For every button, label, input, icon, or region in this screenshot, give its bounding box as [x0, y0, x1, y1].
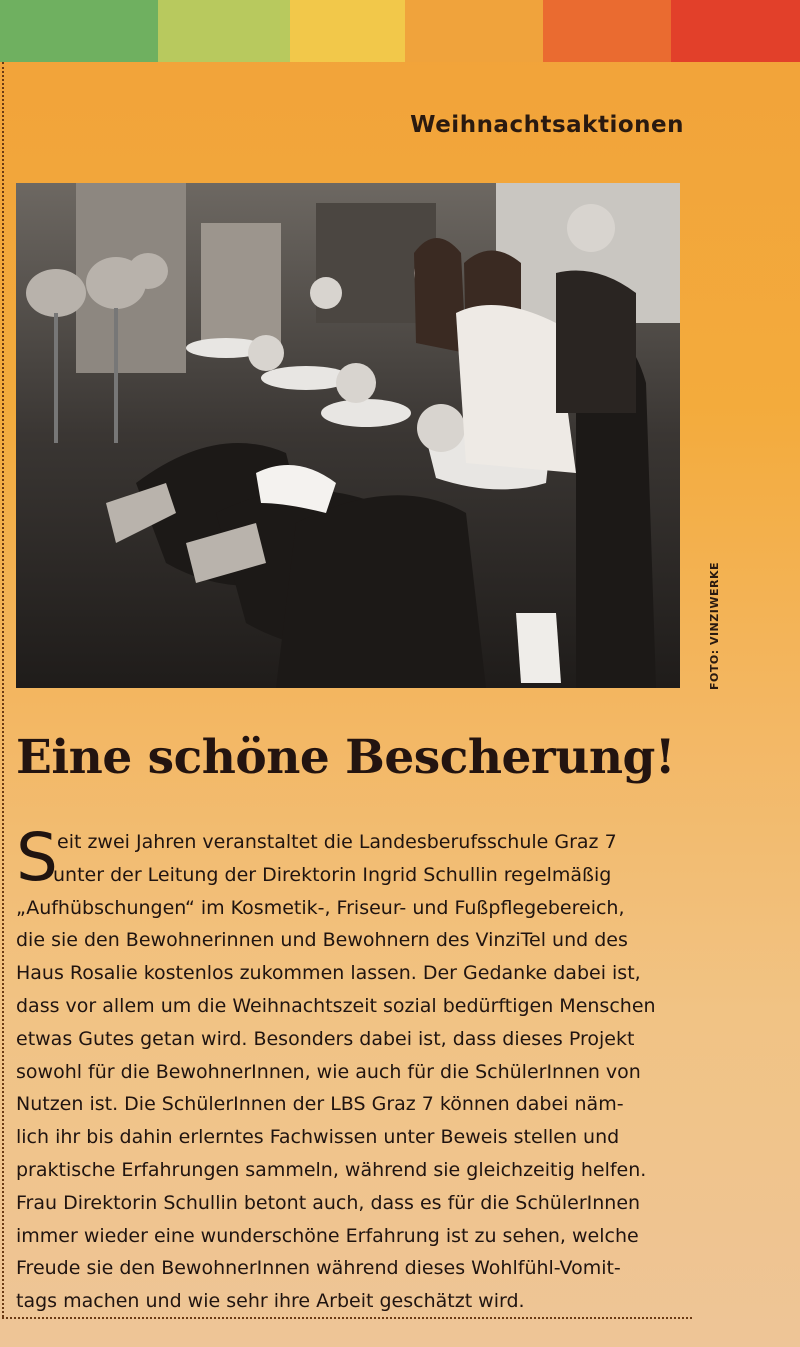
body-line: Frau Direktorin Schullin betont auch, dass es für die SchülerInnen [16, 1191, 641, 1214]
color-tab [290, 0, 405, 62]
color-tab [405, 0, 543, 62]
color-tab [671, 0, 800, 62]
color-tab [543, 0, 671, 62]
body-line: dass vor allem um die Weihnachtszeit sozial bedürftigen Menschen [16, 994, 656, 1017]
photo-credit: FOTO: VINZIWERKE [708, 562, 721, 690]
body-line: praktische Erfahrungen sammeln, während sie gleichzeitig helfen. [16, 1158, 647, 1181]
body-line: Haus Rosalie kostenlos zukommen lassen. Der Gedanke dabei ist, [16, 962, 641, 985]
body-line: Nutzen ist. Die SchülerInnen der LBS Graz 7 können dabei näm- [16, 1093, 624, 1116]
body-line: sowohl für die BewohnerInnen, wie auch für die SchülerInnen von [16, 1060, 641, 1083]
article-headline: Eine schöne Bescherung! [16, 730, 676, 785]
body-line: immer wieder eine wunderschöne Erfahrung ist zu sehen, welche [16, 1224, 639, 1247]
article-photo [16, 183, 680, 688]
dotted-frame-left [2, 62, 4, 1317]
body-line: etwas Gutes getan wird. Besonders dabei ist, dass dieses Projekt [16, 1027, 635, 1050]
body-line: unter der Leitung der Direktorin Ingrid Schullin regelmäßig [53, 863, 612, 886]
body-line: S eit zwei Jahren veranstaltet die Landesberufsschule Graz 7 [16, 819, 617, 896]
body-line: die sie den Bewohnerinnen und Bewohnern des VinziTel und des [16, 929, 628, 952]
color-tabs [0, 0, 800, 62]
salon-photo-illustration [16, 183, 680, 688]
body-line: „Aufhübschungen“ im Kosmetik-, Friseur- und Fußpflegebereich, [16, 896, 625, 919]
body-line: Freude sie den BewohnerInnen während dieses Wohlfühl-Vomit- [16, 1257, 621, 1280]
body-line: lich ihr bis dahin erlerntes Fachwissen unter Beweis stellen und [16, 1126, 620, 1149]
drop-cap: S [16, 819, 58, 896]
section-label: Weihnachtsaktionen [410, 112, 684, 138]
color-tab [0, 0, 158, 62]
article-body [16, 819, 678, 1318]
body-line: tags machen und wie sehr ihre Arbeit geschätzt wird. [16, 1290, 525, 1313]
color-tab [158, 0, 290, 62]
